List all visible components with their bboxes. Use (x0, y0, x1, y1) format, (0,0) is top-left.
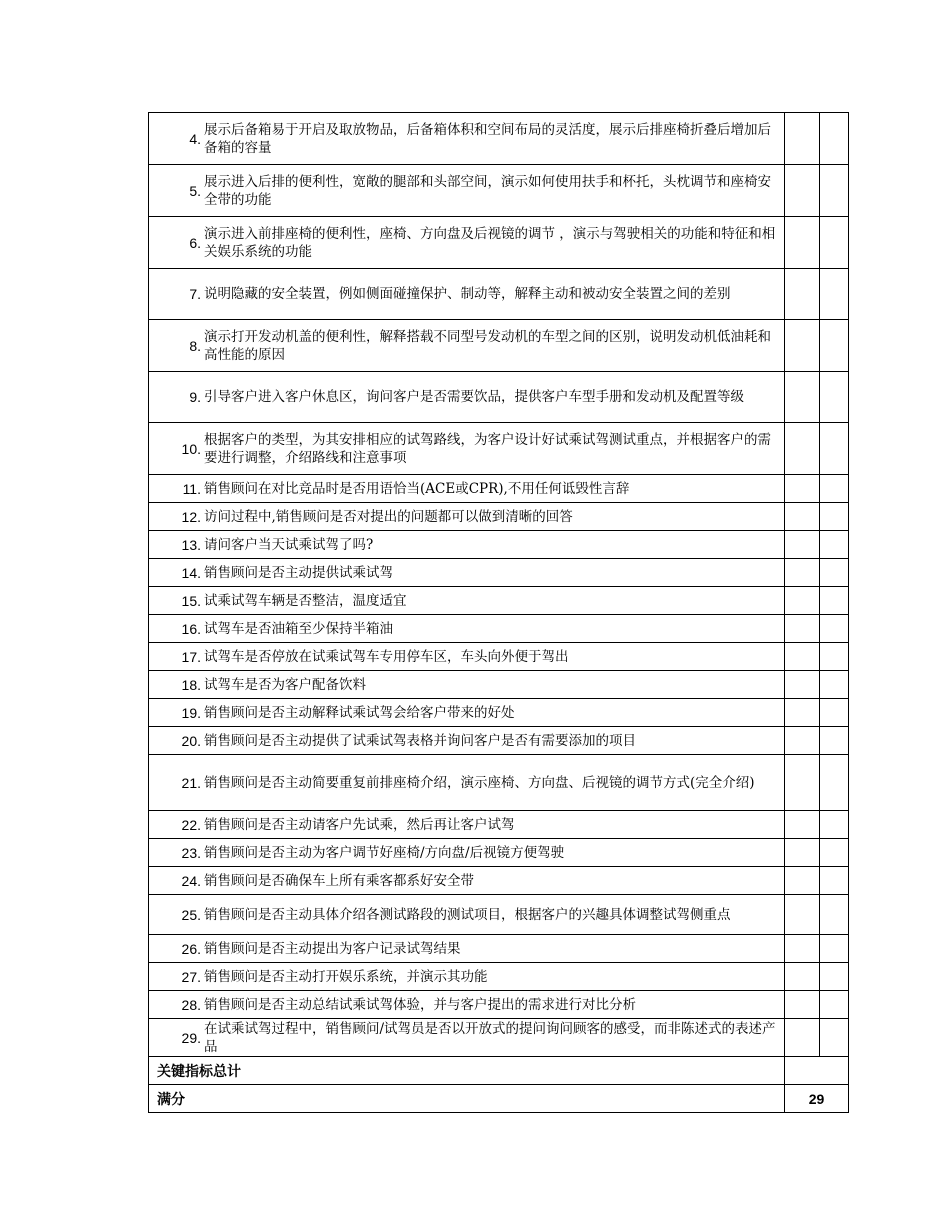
list-item (149, 592, 784, 610)
score-cell-a[interactable] (785, 475, 820, 503)
item-text: 试驾车是否停放在试乘试驾车专用停车区，车头向外便于驾出 (204, 648, 569, 665)
list-item (149, 328, 784, 364)
checklist-body (149, 113, 849, 1113)
score-cell-a[interactable] (785, 320, 820, 372)
score-cell-b[interactable] (820, 935, 849, 963)
table-row (149, 269, 849, 320)
list-item (149, 704, 784, 722)
score-cell-b[interactable] (820, 895, 849, 935)
item-text: 说明隐藏的安全装置，例如侧面碰撞保护、制动等，解释主动和被动安全装置之间的差别 (204, 286, 731, 302)
item-cell (149, 113, 785, 165)
item-cell (149, 615, 785, 643)
item-number: 25. (181, 906, 201, 923)
item-text: 销售顾问是否主动简要重复前排座椅介绍，演示座椅、方向盘、后视镜的调节方式(完全介绍) (204, 774, 755, 791)
score-cell-a[interactable] (785, 165, 820, 217)
table-row (149, 991, 849, 1019)
table-row (149, 503, 849, 531)
item-cell (149, 1019, 785, 1057)
list-item (149, 564, 784, 582)
list-item (149, 285, 784, 303)
item-cell (149, 935, 785, 963)
score-cell-a[interactable] (785, 839, 820, 867)
list-item (149, 816, 784, 834)
score-cell-a[interactable] (785, 372, 820, 423)
item-text: 销售顾问是否主动解释试乘试驾会给客户带来的好处 (204, 704, 515, 721)
score-cell-a[interactable] (785, 727, 820, 755)
score-cell-b[interactable] (820, 503, 849, 531)
key-total-label: 关键指标总计 (149, 1057, 785, 1085)
item-cell (149, 372, 785, 423)
item-text: 销售顾问是否主动打开娱乐系统，并演示其功能 (204, 968, 488, 985)
score-cell-a[interactable] (785, 671, 820, 699)
item-cell (149, 475, 785, 503)
table-row (149, 587, 849, 615)
score-cell-b[interactable] (820, 839, 849, 867)
table-row (149, 699, 849, 727)
score-cell-b[interactable] (820, 587, 849, 615)
score-cell-b[interactable] (820, 991, 849, 1019)
item-text: 销售顾问是否主动为客户调节好座椅/方向盘/后视镜方便驾驶 (204, 844, 565, 861)
item-number: 10. (181, 440, 201, 457)
item-number: 20. (181, 732, 201, 749)
score-cell-a[interactable] (785, 531, 820, 559)
score-cell-a[interactable] (785, 867, 820, 895)
key-total-value-cell (785, 1057, 849, 1085)
item-number: 13. (181, 536, 201, 553)
table-row (149, 1019, 849, 1057)
table-row (149, 531, 849, 559)
item-number: 16. (181, 620, 201, 637)
list-item (149, 996, 784, 1014)
table-row (149, 113, 849, 165)
item-number: 15. (181, 592, 201, 609)
item-number: 11. (182, 480, 201, 497)
full-score-value: 29 (785, 1085, 849, 1113)
item-cell (149, 559, 785, 587)
item-cell (149, 811, 785, 839)
score-cell-b[interactable] (820, 531, 849, 559)
item-cell (149, 269, 785, 320)
item-cell (149, 320, 785, 372)
item-text: 销售顾问在对比竞品时是否用语恰当(ACE或CPR),不用任何诋毁性言辞 (204, 480, 630, 497)
score-cell-b[interactable] (820, 727, 849, 755)
item-text: 根据客户的类型，为其安排相应的试驾路线，为客户设计好试乘试驾测试重点，并根据客户的需要进行调整，介绍路线和注意事项 (204, 431, 771, 466)
item-cell (149, 165, 785, 217)
score-cell-a[interactable] (785, 963, 820, 991)
summary-row-key-total (149, 1057, 849, 1085)
score-cell-a[interactable] (785, 935, 820, 963)
table-row (149, 839, 849, 867)
item-cell (149, 531, 785, 559)
table-row (149, 320, 849, 372)
item-cell (149, 423, 785, 475)
table-row (149, 867, 849, 895)
score-cell-b[interactable] (820, 963, 849, 991)
list-item (149, 121, 784, 157)
item-cell (149, 963, 785, 991)
item-text: 销售顾问是否主动提出为客户记录试驾结果 (204, 940, 461, 957)
item-cell (149, 699, 785, 727)
table-row (149, 475, 849, 503)
table-row (149, 423, 849, 475)
score-cell-a[interactable] (785, 699, 820, 727)
item-cell (149, 895, 785, 935)
table-row (149, 615, 849, 643)
score-cell-b[interactable] (820, 615, 849, 643)
item-number: 26. (181, 940, 201, 957)
item-text: 演示进入前排座椅的便利性，座椅、方向盘及后视镜的调节 ，演示与驾驶相关的功能和特征和相关娱乐系统的功能 (204, 225, 776, 260)
list-item (149, 1020, 784, 1056)
score-cell-a[interactable] (785, 991, 820, 1019)
item-text: 销售顾问是否主动提供了试乘试驾表格并询问客户是否有需要添加的项目 (204, 732, 636, 749)
item-text: 试驾车是否油箱至少保持半箱油 (204, 620, 393, 637)
score-cell-b[interactable] (820, 217, 849, 269)
item-number: 12. (181, 508, 201, 525)
item-number: 27. (181, 968, 201, 985)
table-row (149, 727, 849, 755)
list-item (149, 225, 784, 261)
table-row (149, 372, 849, 423)
item-text: 销售顾问是否主动具体介绍各测试路段的测试项目，根据客户的兴趣具体调整试驾侧重点 (204, 906, 731, 923)
score-cell-b[interactable] (820, 811, 849, 839)
item-number: 6. (189, 234, 201, 251)
table-row (149, 643, 849, 671)
score-cell-a[interactable] (785, 895, 820, 935)
table-row (149, 895, 849, 935)
item-number: 22. (181, 816, 201, 833)
item-number: 21. (181, 774, 201, 791)
score-cell-b[interactable] (820, 699, 849, 727)
score-cell-a[interactable] (785, 811, 820, 839)
item-cell (149, 217, 785, 269)
item-cell (149, 671, 785, 699)
list-item (149, 508, 784, 526)
score-cell-b[interactable] (820, 372, 849, 423)
summary-row-full-score (149, 1085, 849, 1113)
list-item (149, 676, 784, 694)
list-item (149, 648, 784, 666)
item-cell (149, 991, 785, 1019)
item-number: 24. (181, 872, 201, 889)
score-cell-b[interactable] (820, 867, 849, 895)
score-cell-a[interactable] (785, 587, 820, 615)
item-text: 展示进入后排的便利性，宽敞的腿部和头部空间，演示如何使用扶手和杯托，头枕调节和座椅安全带的功能 (204, 173, 771, 208)
item-text: 访问过程中,销售顾问是否对提出的问题都可以做到清晰的回答 (204, 508, 573, 525)
item-number: 14. (181, 564, 201, 581)
table-row (149, 671, 849, 699)
item-text: 销售顾问是否确保车上所有乘客都系好安全带 (204, 872, 474, 889)
item-number: 23. (181, 844, 201, 861)
item-number: 28. (181, 996, 201, 1013)
item-text: 在试乘试驾过程中，销售顾问/试驾员是否以开放式的提问询问顾客的感受，而非陈述式的表述产品 (204, 1020, 776, 1055)
item-number: 9. (189, 389, 201, 405)
list-item (149, 732, 784, 750)
score-cell-b[interactable] (820, 269, 849, 320)
score-cell-a[interactable] (785, 269, 820, 320)
score-cell-b[interactable] (820, 643, 849, 671)
list-item (149, 431, 784, 467)
item-cell (149, 755, 785, 811)
item-text: 销售顾问是否主动提供试乘试驾 (204, 564, 393, 581)
item-cell (149, 867, 785, 895)
item-text: 展示后备箱易于开启及取放物品，后备箱体积和空间布局的灵活度，展示后排座椅折叠后增加后备箱的容量 (204, 121, 771, 156)
score-cell-b[interactable] (820, 1019, 849, 1057)
item-number: 7. (189, 286, 201, 302)
score-cell-a[interactable] (785, 755, 820, 811)
list-item (149, 536, 784, 554)
item-cell (149, 727, 785, 755)
list-item (149, 388, 784, 406)
item-number: 29. (181, 1029, 201, 1046)
table-row (149, 811, 849, 839)
list-item (149, 940, 784, 958)
table-row (149, 963, 849, 991)
item-text: 销售顾问是否主动总结试乘试驾体验，并与客户提出的需求进行对比分析 (204, 996, 636, 1013)
list-item (149, 173, 784, 209)
score-cell-a[interactable] (785, 503, 820, 531)
list-item (149, 480, 784, 498)
score-cell-b[interactable] (820, 559, 849, 587)
score-cell-a[interactable] (785, 643, 820, 671)
score-cell-b[interactable] (820, 165, 849, 217)
score-cell-b[interactable] (820, 423, 849, 475)
item-text: 引导客户进入客户休息区，询问客户是否需要饮品，提供客户车型手册和发动机及配置等级 (204, 389, 744, 405)
list-item (149, 968, 784, 986)
list-item (149, 844, 784, 862)
table-row (149, 559, 849, 587)
table-row (149, 165, 849, 217)
list-item (149, 906, 784, 924)
score-cell-b[interactable] (820, 320, 849, 372)
item-cell (149, 643, 785, 671)
score-cell-a[interactable] (785, 423, 820, 475)
score-cell-a[interactable] (785, 1019, 820, 1057)
item-number: 4. (189, 130, 201, 147)
checklist-table (148, 112, 849, 1113)
item-number: 19. (181, 704, 201, 721)
item-text: 试乘试驾车辆是否整洁，温度适宜 (204, 592, 407, 609)
item-number: 5. (189, 182, 201, 199)
full-score-label: 满分 (149, 1085, 785, 1113)
score-cell-a[interactable] (785, 217, 820, 269)
score-cell-b[interactable] (820, 755, 849, 811)
item-cell (149, 587, 785, 615)
item-text: 演示打开发动机盖的便利性，解释搭载不同型号发动机的车型之间的区别，说明发动机低油耗和高性能的原因 (204, 328, 771, 363)
score-cell-a[interactable] (785, 113, 820, 165)
item-number: 8. (189, 337, 201, 354)
item-text: 试驾车是否为客户配备饮料 (204, 676, 366, 693)
score-cell-a[interactable] (785, 615, 820, 643)
list-item (149, 620, 784, 638)
item-cell (149, 839, 785, 867)
item-cell (149, 503, 785, 531)
table-row (149, 217, 849, 269)
item-number: 17. (181, 648, 201, 665)
list-item (149, 872, 784, 890)
score-cell-b[interactable] (820, 671, 849, 699)
item-text: 销售顾问是否主动请客户先试乘，然后再让客户试驾 (204, 816, 515, 833)
list-item (149, 774, 784, 792)
table-row (149, 935, 849, 963)
item-number: 18. (181, 676, 201, 693)
score-cell-b[interactable] (820, 475, 849, 503)
score-cell-a[interactable] (785, 559, 820, 587)
score-cell-b[interactable] (820, 113, 849, 165)
table-row (149, 755, 849, 811)
item-text: 请问客户当天试乘试驾了吗? (204, 536, 374, 553)
